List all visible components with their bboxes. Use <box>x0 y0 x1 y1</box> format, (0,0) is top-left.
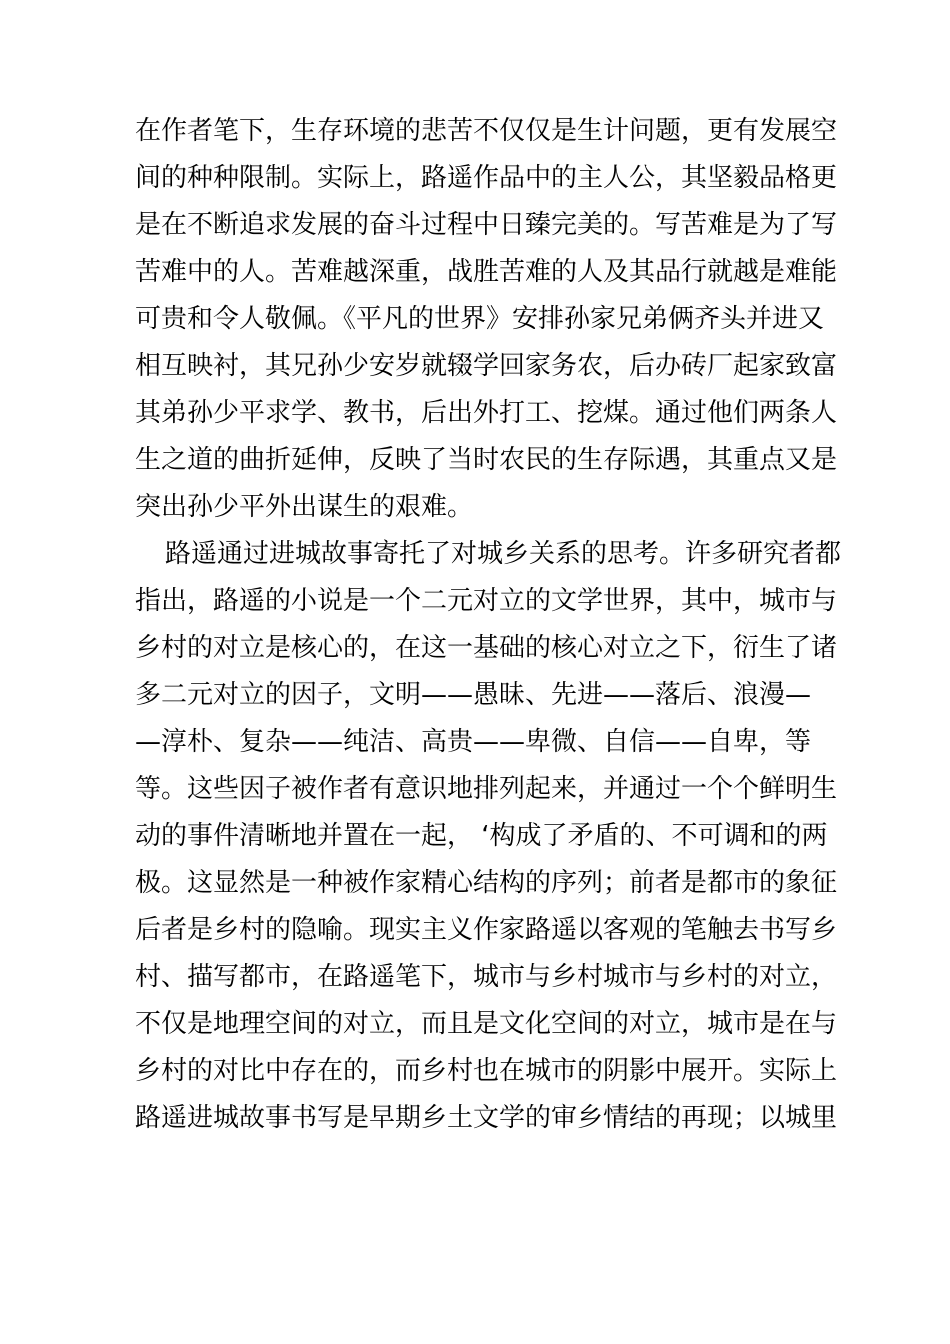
text-line: —淳朴、复杂——纯洁、高贵——卑微、自信——自卑，等 <box>135 727 812 757</box>
text-line: 等。这些因子被作者有意识地排列起来，并通过一个个鲜明生 <box>135 774 838 804</box>
text-line: 在作者笔下，生存环境的悲苦不仅仅是生计问题，更有发展空 <box>135 116 838 146</box>
text-line: 极。这显然是一种被作家精心结构的序列；前者是都市的象征 <box>135 868 838 898</box>
text-line: 不仅是地理空间的对立，而且是文化空间的对立，城市是在与 <box>135 1009 838 1039</box>
text-line: 动的事件清晰地并置在一起， ‘构成了矛盾的、不可调和的两 <box>135 821 828 851</box>
text-line: 是在不断追求发展的奋斗过程中日臻完美的。写苦难是为了写 <box>135 210 838 240</box>
text-line: 乡村的对比中存在的，而乡村也在城市的阴影中展开。实际上 <box>135 1056 838 1086</box>
text-line: 乡村的对立是核心的，在这一基础的核心对立之下，衍生了诸 <box>135 633 838 663</box>
text-line: 相互映衬，其兄孙少安岁就辍学回家务农，后办砖厂起家致富 <box>135 351 838 381</box>
text-line: 村、描写都市，在路遥笔下，城市与乡村城市与乡村的对立， <box>135 962 838 992</box>
text-line: 苦难中的人。苦难越深重，战胜苦难的人及其品行就越是难能 <box>135 257 838 287</box>
text-line: 指出，路遥的小说是一个二元对立的文学世界，其中，城市与 <box>135 586 838 616</box>
paragraph-start-line: 路遥通过进城故事寄托了对城乡关系的思考。许多研究者都 <box>165 539 842 569</box>
text-line: 后者是乡村的隐喻。现实主义作家路遥以客观的笔触去书写乡 <box>135 915 838 945</box>
text-line: 其弟孙少平求学、教书，后出外打工、挖煤。通过他们两条人 <box>135 398 838 428</box>
text-line: 突出孙少平外出谋生的艰难。 <box>135 492 474 522</box>
text-line: 路遥进城故事书写是早期乡土文学的审乡情结的再现；以城里 <box>135 1103 838 1133</box>
text-line: 多二元对立的因子，文明——愚昧、先进——落后、浪漫— <box>135 680 812 710</box>
text-line: 生之道的曲折延伸，反映了当时农民的生存际遇，其重点又是 <box>135 445 838 475</box>
body-text <box>135 108 842 1142</box>
text-line: 可贵和令人敬佩。《平凡的世界》安排孙家兄弟俩齐头并进又 <box>135 304 825 334</box>
text-line: 间的种种限制。实际上，路遥作品中的主人公，其坚毅品格更 <box>135 163 838 193</box>
